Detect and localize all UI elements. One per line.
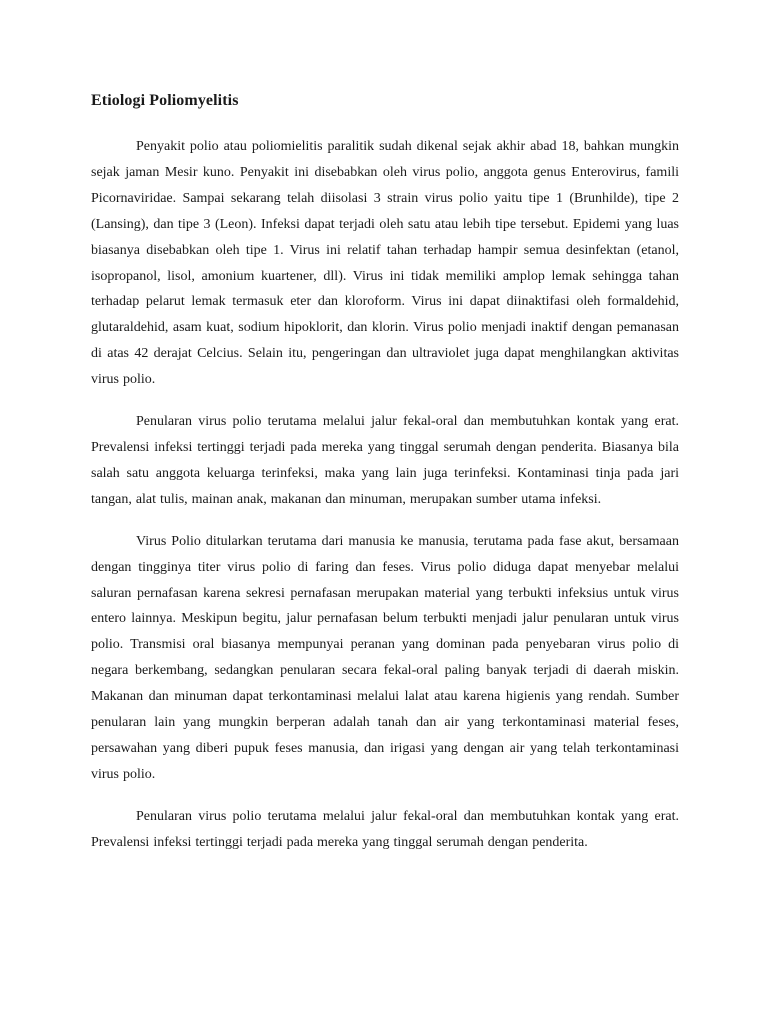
paragraph-etiology: Penyakit polio atau poliomielitis paralitik sudah dikenal sejak akhir abad 18, bahkan mungkin sejak jaman Mesir kuno. Penyakit ini disebabkan oleh virus polio, anggota genus Enterovirus, famili Picornaviridae. Sampai sekarang telah diisolasi 3 strain virus polio yaitu tipe 1 (Brunhilde), tipe 2 (Lansing), dan tipe 3 (Leon). Infeksi dapat terjadi oleh satu atau lebih tipe tersebut. Epidemi yang luas biasanya disebabkan oleh tipe 1. Virus ini relatif tahan terhadap hampir semua desinfektan (etanol, isopropanol, lisol, amonium kuartener, dll). Virus ini tidak memiliki amplop lemak sehingga tahan terhadap pelarut lemak termasuk eter dan kloroform. Virus ini dapat diinaktifasi oleh formaldehid, glutaraldehid, asam kuat, sodium hipoklorit, dan klorin. Virus polio menjadi inaktif dengan pemanasan di atas 42 derajat Celcius. Selain itu, pengeringan dan ultraviolet juga dapat menghilangkan aktivitas virus polio. bbox=[91, 139, 679, 388]
document-body bbox=[91, 134, 679, 872]
paragraph-human-transmission: Virus Polio ditularkan terutama dari manusia ke manusia, terutama pada fase akut, bersamaan dengan tingginya titer virus polio di faring dan feses. Virus polio diduga dapat menyebar melalui saluran pernafasan karena sekresi pernafasan merupakan material yang terbukti infeksius untuk virus entero lainnya. Meskipun begitu, jalur pernafasan belum terbukti menjadi jalur penularan untuk virus polio. Transmisi oral biasanya mempunyai peranan yang dominan pada penyebaran virus polio di negara berkembang, sedangkan penularan secara fekal-oral paling banyak terjadi di daerah miskin. Makanan dan minuman dapat terkontaminasi melalui lalat atau karena higienis yang rendah. Sumber penularan lain yang mungkin berperan adalah tanah dan air yang terkontaminasi material feses, persawahan yang diberi pupuk feses manusia, dan irigasi yang dengan air yang telah terkontaminasi virus polio. bbox=[91, 533, 679, 782]
document-title: Etiologi Poliomyelitis bbox=[91, 92, 239, 109]
paragraph-transmission: Penularan virus polio terutama melalui jalur fekal-oral dan membutuhkan kontak yang erat. Prevalensi infeksi tertinggi terjadi pada mereka yang tinggal serumah dengan penderita. Biasanya bila salah satu anggota keluarga terinfeksi, maka yang lain juga terinfeksi. Kontaminasi tinja pada jari tangan, alat tulis, mainan anak, makanan dan minuman, merupakan sumber utama infeksi. bbox=[91, 414, 679, 507]
paragraph-transmission-repeat: Penularan virus polio terutama melalui jalur fekal-oral dan membutuhkan kontak yang erat. Prevalensi infeksi tertinggi terjadi pada mereka yang tinggal serumah dengan penderita. bbox=[91, 808, 679, 850]
